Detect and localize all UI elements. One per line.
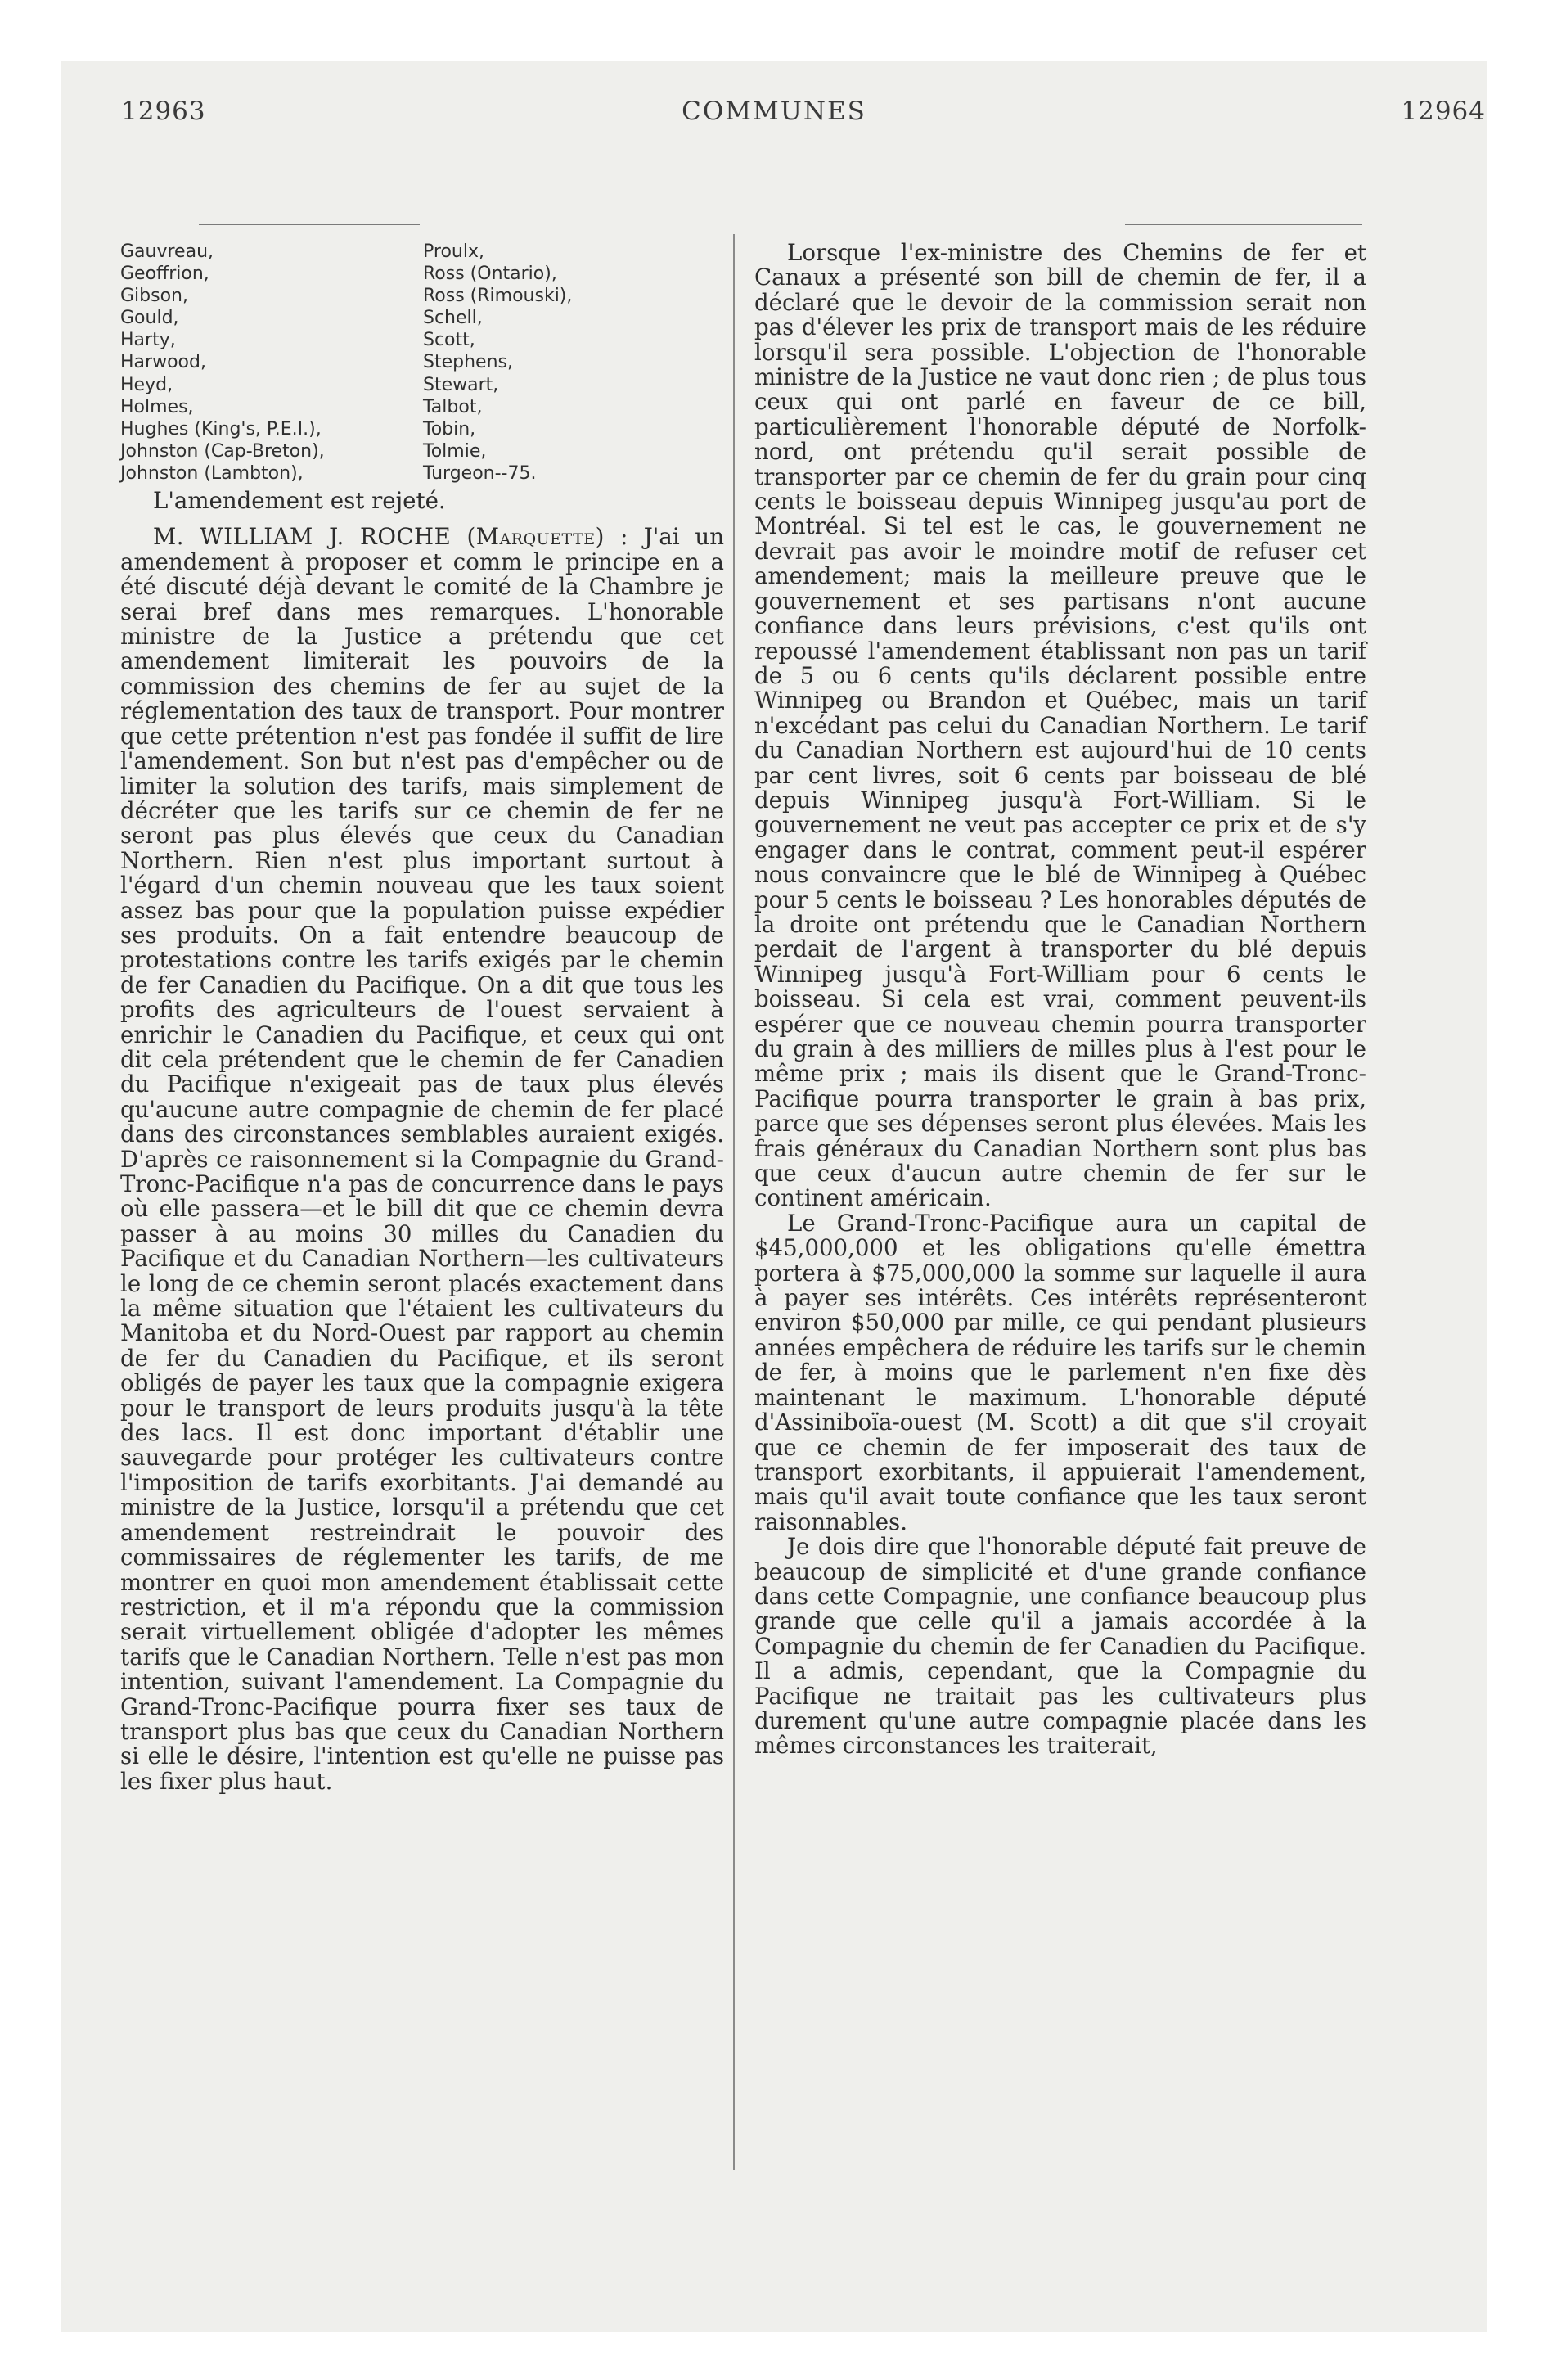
division-name: Johnston (Cap-Breton),: [120, 440, 325, 462]
division-name: Harwood,: [120, 352, 206, 373]
division-name: Turgeon--75.: [423, 462, 537, 484]
division-name: Tolmie,: [423, 440, 487, 462]
division-result: L'amendement est rejeté.: [153, 487, 446, 515]
division-name: Schell,: [423, 308, 483, 329]
speech-paragraph: Je dois dire que l'honorable député fait preuve de beaucoup de simplicité et d'une grande confiance dans cette Compagnie, une confiance beaucoup plus grande que celle qu'il a jamais accordée à la Compagnie du chemin de fer Canadien du Pacifique. Il a admis, cependant, que la Compagnie du Pacifique ne traitait pas les cultivateurs plus durement qu'une autre compagnie placée dans les mêmes circonstances les traiterait,: [754, 1533, 1366, 1760]
running-title: COMMUNES: [682, 97, 866, 126]
page-header: [65, 97, 1486, 137]
division-name: Harty,: [120, 330, 176, 351]
division-name: Talbot,: [423, 396, 483, 417]
division-name: Tobin,: [423, 418, 476, 439]
division-name: Ross (Ontario),: [423, 264, 557, 285]
speech-paragraph: [120, 525, 724, 1794]
speaker-name: M. WILLIAM J. ROCHE (Marquette) :: [153, 523, 628, 551]
division-name: Hughes (King's, P.E.I.),: [120, 418, 322, 439]
header-rule-left: [199, 223, 420, 225]
header-rule-right: [1125, 223, 1362, 225]
division-name: Ross (Rimouski),: [423, 286, 573, 307]
division-name: Stewart,: [423, 374, 499, 395]
division-name: Johnston (Lambton),: [120, 462, 304, 484]
division-name: Scott,: [423, 330, 475, 351]
left-page-number: 12963: [121, 97, 206, 126]
division-name: Gibson,: [120, 286, 188, 307]
division-name: Proulx,: [423, 241, 484, 262]
left-column: [120, 241, 724, 1794]
speech-paragraph: Lorsque l'ex-ministre des Chemins de fer et Canaux a présenté son bill de chemin de fer, il a déclaré que le devoir de la commission serait non pas d'élever les prix de transport mais de les réduire lorsqu'il sera possible. L'objection de l'honorable ministre de la Justice ne vaut donc rien ; de plus tous ceux qui ont parlé en faveur de ce bill, particulièrement l'honorable député de Norfolk-nord, ont prétendu qu'il serait possible de transporter par ce chemin de fer du grain pour cinq cents le boisseau depuis Winnipeg jusqu'au port de Montréal. Si tel est le cas, le gouvernement ne devrait pas avoir le moindre motif de refuser cet amendement; mais la meilleure preuve que le gouvernement et ses partisans n'ont aucune confiance dans leurs prévisions, c'est qu'ils ont repoussé l'amendement établissant non pas un tarif de 5 ou 6 cents qu'ils déclarent possible entre Winnipeg ou Brandon et Québec, mais un tarif n'excédant pas celui du Canadian Northern. Le tarif du Canadian Northern est aujourd'hui de 10 cents par cent livres, soit 6 cents par boisseau de blé depuis Winnipeg jusqu'à Fort-William. Si le gouvernement ne veut pas accepter ce prix et de s'y engager dans le contrat, comment peut-il espérer nous convaincre que le blé de Winnipeg à Québec pour 5 cents le boisseau ? Les honorables députés de la droite ont prétendu que le Canadian Northern perdait de l'argent à transporter du blé depuis Winnipeg jusqu'à Fort-William pour 6 cents le boisseau. Si cela est vrai, comment peuvent-ils espérer que ce nouveau chemin pourra transporter du grain à des milliers de milles plus à l'est pour le même prix ; mais ils disent que le Grand-Tronc-Pacifique pourra transporter le grain à bas prix, parce que ses dépenses seront plus élevées. Mais les frais généraux du Canadian Northern sont plus bas que ceux d'aucun autre chemin de fer sur le continent américain.: [754, 239, 1366, 1212]
division-name: Geoffrion,: [120, 264, 209, 285]
right-page-number: 12964: [1401, 97, 1486, 126]
division-name: Gauvreau,: [120, 241, 214, 262]
division-name: Holmes,: [120, 396, 194, 417]
division-name: Stephens,: [423, 352, 513, 373]
division-list: [120, 241, 726, 485]
right-column: [754, 241, 1366, 1759]
division-name: Heyd,: [120, 374, 173, 395]
speech-paragraph: Le Grand-Tronc-Pacifique aura un capital de $45,000,000 et les obligations qu'elle émettra portera à $75,000,000 la somme sur laquelle il aura à payer ses intérêts. Ces intérêts représenteront environ $50,000 par mille, ce qui pendant plusieurs années empêchera de réduire les tarifs sur le chemin de fer, à moins que le parlement n'en fixe dès maintenant le maximum. L'honorable député d'Assiniboïa-ouest (M. Scott) a dit que s'il croyait que ce chemin de fer imposerait des taux de transport exorbitants, il appuierait l'amendement, mais qu'il avait toute confiance que les taux seront raisonnables.: [754, 1209, 1366, 1535]
column-divider: [733, 234, 735, 2170]
division-name: Gould,: [120, 308, 179, 329]
speech-text: J'ai un amendement à proposer et comm le principe en a été discuté déjà devant le comité de la Chambre je serai bref dans mes remarques. L'honorable ministre de la Justice a prétendu que cet amendement limiterait les pouvoirs de la commission des chemins de fer au sujet de la réglementation des taux de transport. Pour montrer que cette prétention n'est pas fondée il suffit de lire l'amendement. Son but n'est pas d'empêcher ou de limiter la solution des tarifs, mais simplement de décréter que les tarifs sur ce chemin de fer ne seront pas plus élevés que ceux du Canadian Northern. Rien n'est plus important surtout à l'égard d'un chemin nouveau que les taux soient assez bas pour que la population puisse expédier ses produits. On a fait entendre beaucoup de protestations contre les tarifs exigés par le chemin de fer Canadien du Pacifique. On a dit que tous les profits des agriculteurs de l'ouest servaient à enrichir le Canadien du Pacifique, et ceux qui ont dit cela prétendent que le chemin de fer Canadien du Pacifique n'exigeait pas de taux plus élevés qu'aucune autre compagnie de chemin de fer placé dans des circonstances semblables auraient exigés. D'après ce raisonnement si la Compagnie du Grand-Tronc-Pacifique n'a pas de concurrence dans le pays où elle passera—et le bill dit que ce chemin devra passer à au moins 30 milles du Canadien du Pacifique et du Canadian Northern—les cultivateurs le long de ce chemin seront placés exactement dans la même situation que l'étaient les cultivateurs du Manitoba et du Nord-Ouest par rapport au chemin de fer du Canadien du Pacifique, et ils seront obligés de payer les taux que la compagnie exigera pour le transport de leurs produits jusqu'à la tête des lacs. Il est donc important d'établir une sauvegarde pour protéger les cultivateurs contre l'imposition de tarifs exorbitants. J'ai demandé au ministre de la Justice, lorsqu'il a prétendu que cet amendement restreindrait le pouvoir des commissaires de réglementer les tarifs, de me montrer en quoi mon amendement établissait cette restriction, et il m'a répondu que la commission serait virtuellement obligée d'adopter les mêmes tarifs que le Canadian Northern. Telle n'est pas mon intention, suivant l'amendement. La Compagnie du Grand-Tronc-Pacifique pourra fixer ses taux de transport plus bas que ceux du Canadian Northern si elle le désire, l'intention est qu'elle ne puisse pas les fixer plus haut.: [120, 523, 724, 1795]
